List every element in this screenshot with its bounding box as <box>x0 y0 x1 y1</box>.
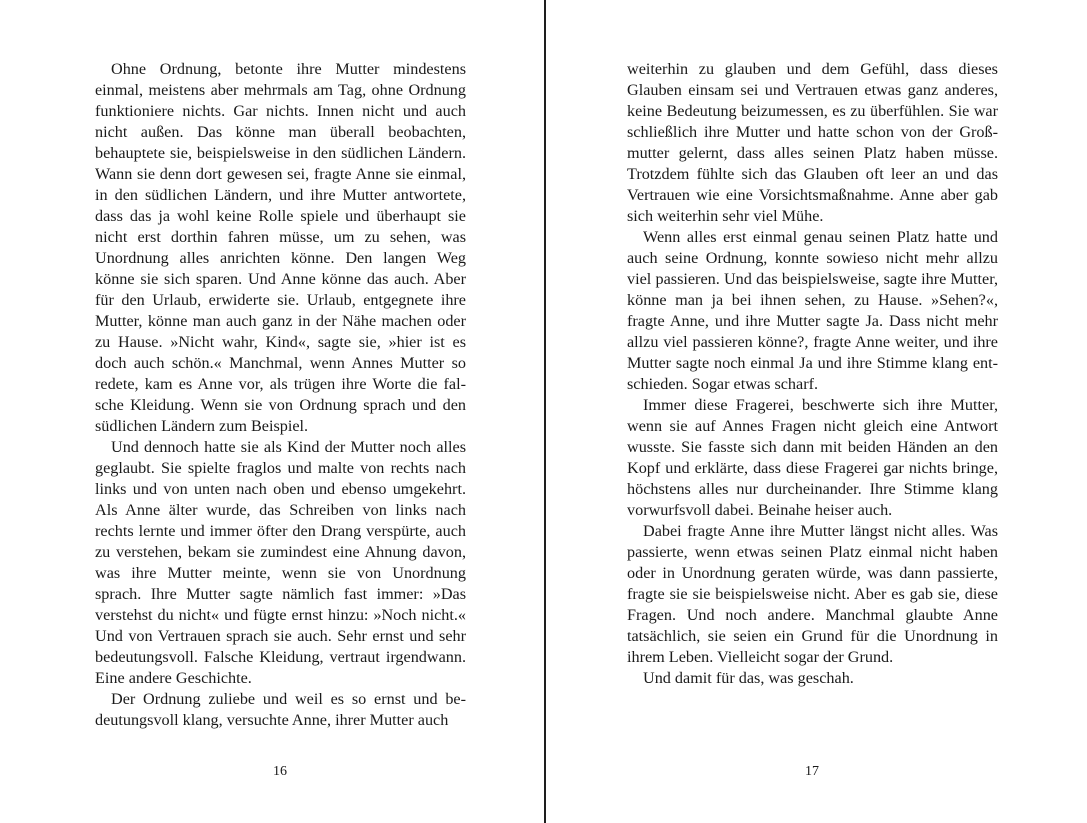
paragraph: Und damit für das, was geschah. <box>643 669 854 687</box>
page-number: 16 <box>273 764 287 779</box>
paragraph: weiterhin zu glauben und dem Gefühl, dass dieses Glauben einsam sei und Vertrauen etwas ganz anderes, keine Bedeutung beizumessen, es zu überfühlen. Sie war schließlich ihre Mutter und hatte schon von der Großmutter gelernt, dass alles seinen Platz haben müsse. Trotzdem fühlte sich das Glauben oft leer an und das Vertrauen wie eine Vorsichtsmaßnahme. Anne aber gab sich weiterhin sehr viel Mühe. <box>627 60 998 225</box>
paragraph: Wenn alles erst einmal genau seinen Platz hatte und auch seine Ordnung, konnte sowieso nicht mehr allzu viel passieren. Und das beispielsweise, sagte ihre Mutter, könne man ja bei ihnen sehen, zu Hause. »Sehen?«, fragte Anne, und ihre Mutter sagte Ja. Dass nicht mehr allzu viel passieren könne?, fragte Anne weiter, und ihre Mutter sagte noch einmal Ja und ihre Stimme klang entschieden. Sogar etwas scharf. <box>627 228 998 393</box>
left-page-text <box>95 59 466 731</box>
paragraph: Dabei fragte Anne ihre Mutter längst nicht alles. Was passierte, wenn etwas seinen Platz einmal nicht haben oder in Unordnung geraten würde, was dann passierte, fragte sie sie beispielsweise nicht. Aber es gab sie, diese Fragen. Und noch andere. Manchmal glaubte Anne tatsächlich, sie seien ein Grund für die Unordnung in ihrem Leben. Vielleicht sogar der Grund. <box>627 522 998 666</box>
page-number: 17 <box>805 764 819 779</box>
right-page-text <box>627 59 998 689</box>
paragraph: Ohne Ordnung, betonte ihre Mutter mindestens einmal, meistens aber mehrmals am Tag, ohne Ordnung funktioniere nichts. Gar nichts. Innen nicht und auch nicht außen. Das könne man überall beobachten, behauptete sie, beispielsweise in den südlichen Ländern. Wann sie denn dort gewesen sei, fragte Anne sie einmal, in den südlichen Ländern, und ihre Mutter antwortete, dass das ja wohl keine Rolle spiele und überhaupt sie nicht erst dorthin fahren müsse, um zu sehen, was Unordnung alles anrichten könne. Den langen Weg könne sie sich sparen. Und Anne könne das auch. Aber für den Urlaub, erwiderte sie. Urlaub, entgegnete ihre Mutter, könne man auch ganz in der Nähe machen oder zu Hause. »Nicht wahr, Kind«, sagte sie, »hier ist es doch auch schön.« Manchmal, wenn Annes Mutter so redete, kam es Anne vor, als trügen ihre Worte die falsche Kleidung. Wenn sie von Ordnung sprach und den südlichen Ländern zum Beispiel. <box>95 60 466 435</box>
paragraph: Und dennoch hatte sie als Kind der Mutter noch alles geglaubt. Sie spielte fraglos und malte von rechts nach links und von unten nach oben und ebenso umgekehrt. Als Anne älter wurde, das Schreiben von links nach rechts lernte und immer öfter den Drang verspürte, auch zu verstehen, bekam sie zumindest eine Ahnung davon, was ihre Mutter meinte, wenn sie von Unordnung sprach. Ihre Mutter sagte nämlich fast immer: »Das verstehst du nicht« und fügte ernst hinzu: »Noch nicht.« Und von Vertrauen sprach sie auch. Sehr ernst und sehr bedeutungsvoll. Falsche Kleidung, vertraut irgendwann. Eine andere Geschichte. <box>95 438 466 687</box>
paragraph: Der Ordnung zuliebe und weil es so ernst und bedeutungsvoll klang, versuchte Anne, ihrer Mutter auch <box>95 690 466 729</box>
paragraph: Immer diese Fragerei, beschwerte sich ihre Mutter, wenn sie auf Annes Fragen nicht gleich eine Antwort wusste. Sie fasste sich dann mit beiden Händen an den Kopf und erklärte, dass diese Fragerei gar nichts bringe, höchstens alles nur durcheinander. Ihre Stimme klang vorwurfsvoll dabei. Beinahe heiser auch. <box>627 396 998 519</box>
right-page <box>546 0 1087 823</box>
